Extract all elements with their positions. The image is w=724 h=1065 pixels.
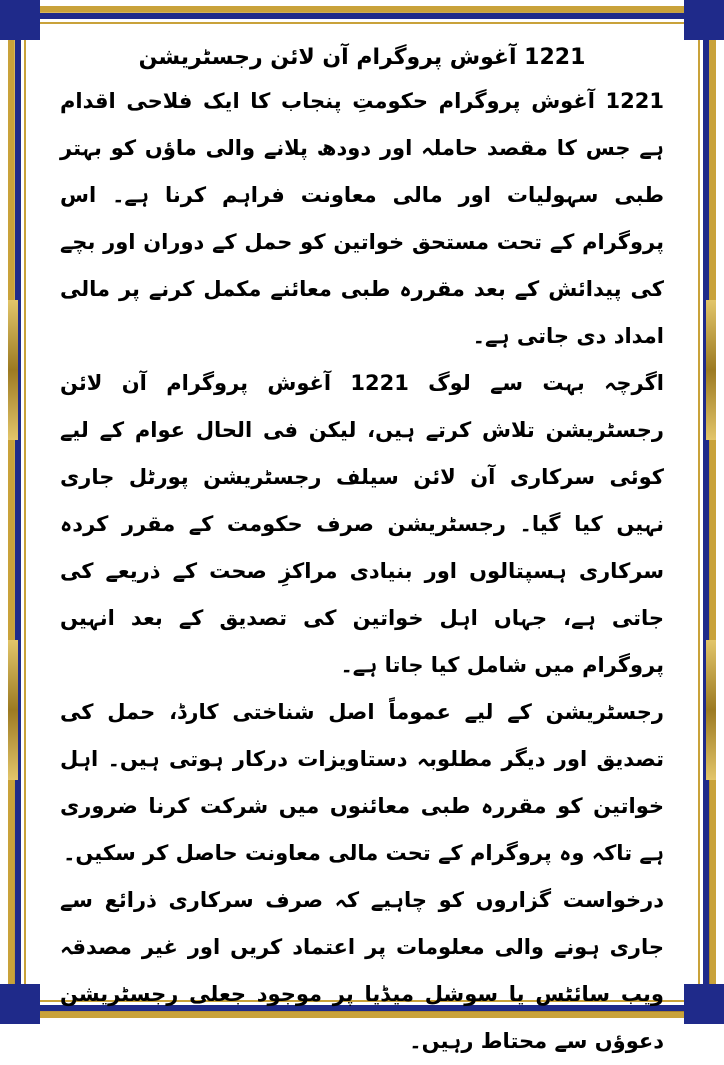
document-content bbox=[60, 38, 665, 1053]
left-accent-lower bbox=[8, 640, 18, 780]
page-title: 1221 آغوش پروگرام آن لائن رجسٹریشن bbox=[138, 45, 586, 70]
paragraph-intro: 1221 آغوش پروگرام حکومتِ پنجاب کا ایک فلاحی اقدام ہے جس کا مقصد حاملہ اور دودھ پلانے والی ماؤں کو بہتر طبی سہولیات اور مالی معاونت فراہم کرنا ہے۔ اس پروگرام کے تحت مستحق خواتین کو حمل کے دوران اور بچے کی پیدائش کے بعد مقررہ طبی معائنے مکمل کرنے پر مالی امداد دی جاتی ہے۔ bbox=[60, 89, 664, 348]
paragraph-registration: اگرچہ بہت سے لوگ 1221 آغوش پروگرام آن لائن رجسٹریشن تلاش کرتے ہیں، لیکن فی الحال عوام کے لیے کوئی سرکاری آن لائن سیلف رجسٹریشن پورٹل جاری نہیں کیا گیا۔ رجسٹریشن صرف حکومت کے مقرر کردہ سرکاری ہسپتالوں اور بنیادی مراکزِ صحت کے ذریعے کی جاتی ہے، جہاں اہل خواتین کی تصدیق کے بعد انہیں پروگرام میں شامل کیا جاتا ہے۔ bbox=[60, 371, 665, 677]
paragraph-requirements: رجسٹریشن کے لیے عموماً اصل شناختی کارڈ، حمل کی تصدیق اور دیگر مطلوبہ دستاویزات درکار ہوتی ہیں۔ اہل خواتین کو مقررہ طبی معائنوں میں شرکت کرنا ضروری ہے تاکہ وہ پروگرام کے تحت مالی معاونت حاصل کر سکیں۔ bbox=[60, 700, 664, 865]
corner-ornament-top-right bbox=[684, 0, 724, 40]
corner-ornament-bottom-left bbox=[0, 984, 40, 1024]
paragraph-caution: درخواست گزاروں کو چاہیے کہ صرف سرکاری ذرائع سے جاری ہونے والی معلومات پر اعتماد کریں اور غیر مصدقہ ویب سائٹس یا سوشل میڈیا پر موجود جعلی رجسٹریشن دعوؤں سے محتاط رہیں۔ bbox=[60, 888, 664, 1053]
corner-ornament-top-left bbox=[0, 0, 40, 40]
corner-ornament-bottom-right bbox=[684, 984, 724, 1024]
right-accent-lower bbox=[706, 640, 716, 780]
left-accent-upper bbox=[8, 300, 18, 440]
right-accent-upper bbox=[706, 300, 716, 440]
